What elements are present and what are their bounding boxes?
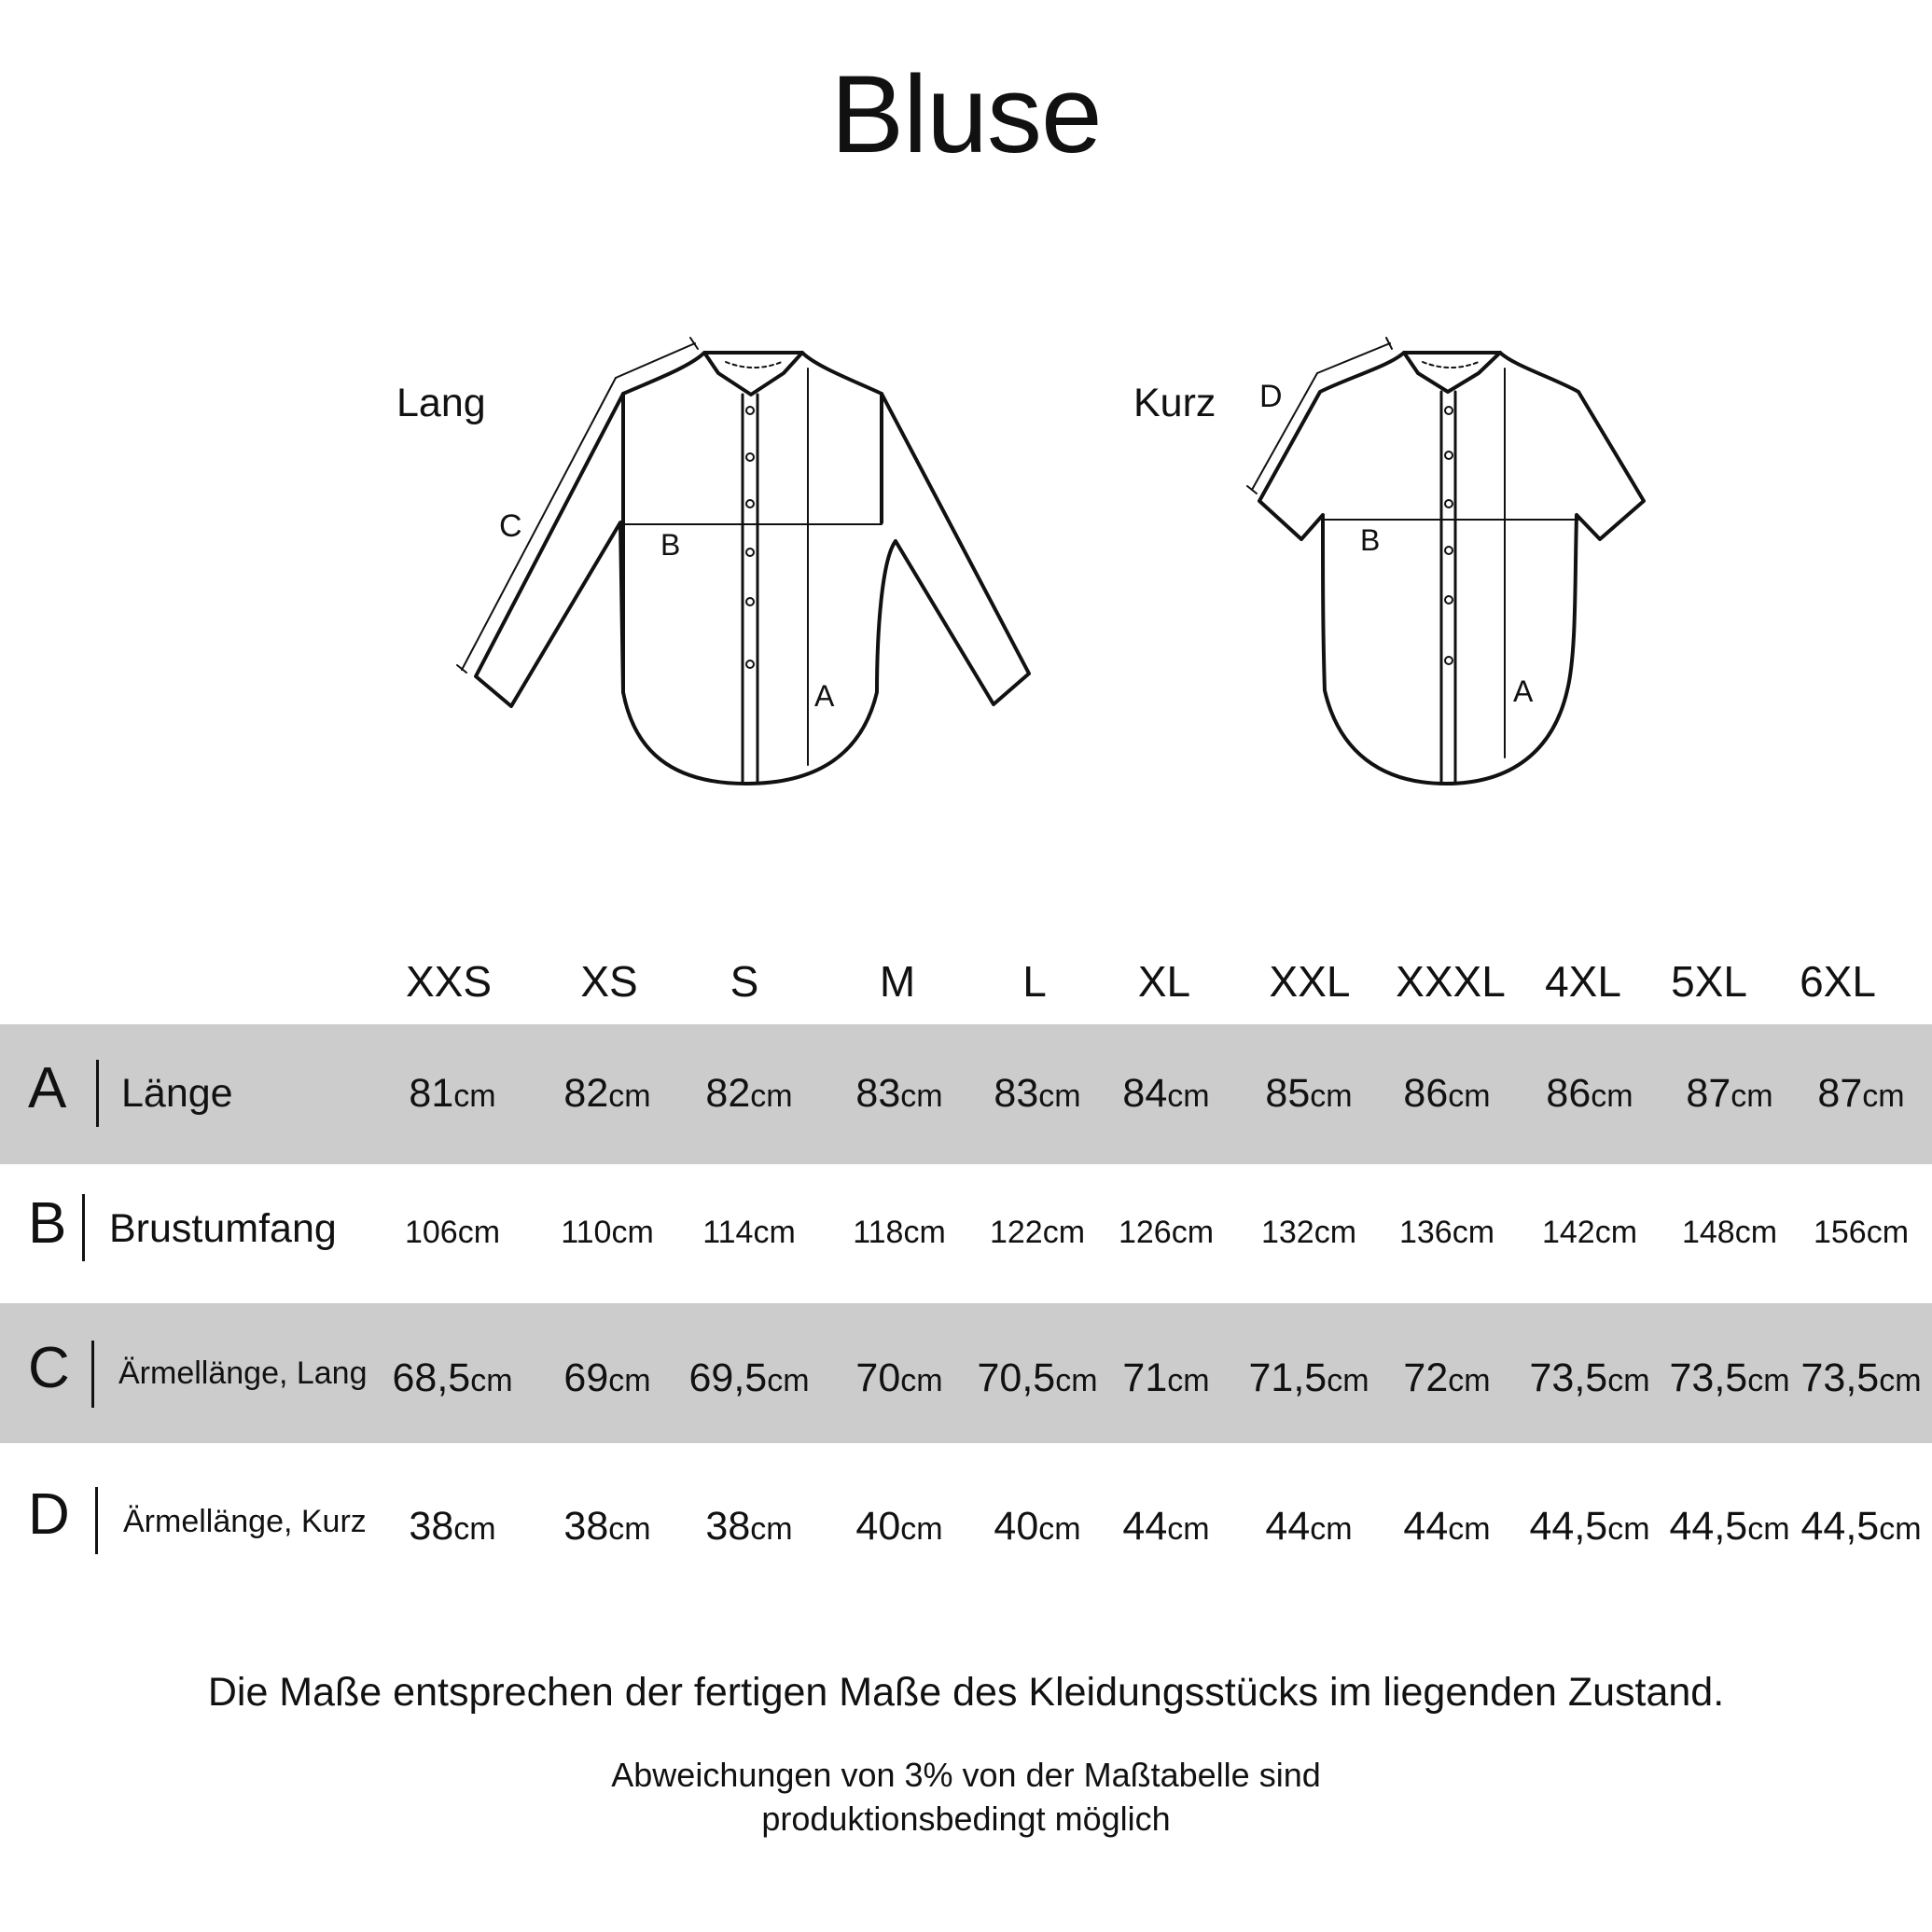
table-cell [1265, 1504, 1352, 1550]
cell-unit: cm [1879, 1511, 1922, 1547]
cell-unit: cm [1730, 1078, 1773, 1114]
row-divider [96, 1060, 99, 1127]
cell-unit: cm [1607, 1363, 1650, 1398]
cell-unit: cm [1734, 1215, 1778, 1250]
cell-unit: cm [1042, 1215, 1086, 1250]
table-cell [1399, 1215, 1494, 1251]
cell-value: 148 [1681, 1215, 1735, 1250]
table-cell [1817, 1071, 1904, 1117]
table-row-c [0, 1303, 1932, 1443]
marker-a-long: A [814, 679, 835, 713]
cell-value: 156 [1813, 1215, 1867, 1250]
cell-value: 44,5 [1529, 1504, 1608, 1549]
cell-unit: cm [1607, 1511, 1650, 1547]
cell-value: 44,5 [1800, 1504, 1880, 1549]
cell-unit: cm [453, 1511, 496, 1547]
cell-unit: cm [1448, 1078, 1491, 1114]
cell-value: 85 [1265, 1071, 1311, 1116]
cell-unit: cm [1313, 1215, 1357, 1250]
table-cell [563, 1071, 650, 1117]
cell-value: 73,5 [1800, 1355, 1880, 1400]
cell-value: 38 [563, 1504, 609, 1549]
row-divider [95, 1487, 98, 1554]
size-header: XXL [1269, 957, 1351, 1006]
table-cell [994, 1071, 1080, 1117]
cell-value: 118 [853, 1215, 904, 1250]
cell-value: 72 [1403, 1355, 1449, 1400]
cell-unit: cm [1038, 1078, 1081, 1114]
cell-value: 87 [1817, 1071, 1863, 1116]
cell-unit: cm [1167, 1363, 1210, 1398]
marker-a-short: A [1513, 674, 1534, 708]
cell-unit: cm [753, 1215, 796, 1250]
cell-unit: cm [1866, 1215, 1910, 1250]
cell-unit: cm [1167, 1078, 1210, 1114]
table-cell [705, 1504, 792, 1550]
table-cell [392, 1355, 512, 1401]
cell-unit: cm [900, 1511, 943, 1547]
short-label: Kurz [1133, 381, 1216, 425]
table-cell [855, 1071, 942, 1117]
cell-unit: cm [750, 1078, 793, 1114]
row-label: Ärmellänge, Lang [118, 1355, 368, 1391]
table-cell [1542, 1215, 1637, 1251]
cell-unit: cm [608, 1078, 651, 1114]
cell-value: 38 [409, 1504, 454, 1549]
cell-value: 81 [409, 1071, 454, 1116]
cell-unit: cm [1591, 1078, 1633, 1114]
table-cell [705, 1071, 792, 1117]
table-cell [1800, 1504, 1921, 1550]
cell-value: 70,5 [977, 1355, 1056, 1400]
table-cell [994, 1504, 1080, 1550]
table-cell [409, 1071, 495, 1117]
row-label: Brustumfang [109, 1206, 337, 1251]
table-cell [1403, 1071, 1490, 1117]
cell-unit: cm [1038, 1511, 1081, 1547]
table-cell [1122, 1355, 1209, 1401]
table-row-a [0, 1024, 1932, 1164]
table-cell [1669, 1355, 1789, 1401]
table-cell [1682, 1215, 1777, 1251]
table-cell [1814, 1215, 1909, 1251]
cell-value: 132 [1260, 1215, 1314, 1250]
cell-value: 69,5 [688, 1355, 768, 1400]
cell-value: 110 [561, 1215, 612, 1250]
table-cell [1546, 1071, 1633, 1117]
size-header: 6XL [1800, 957, 1876, 1006]
row-divider [91, 1341, 94, 1408]
cell-value: 106 [404, 1215, 458, 1250]
cell-unit: cm [1594, 1215, 1638, 1250]
table-cell [1686, 1071, 1772, 1117]
cell-value: 82 [705, 1071, 751, 1116]
row-divider [82, 1194, 85, 1261]
row-letter: D [28, 1482, 70, 1547]
cell-value: 126 [1118, 1215, 1172, 1250]
table-cell [853, 1215, 946, 1251]
size-header: XS [580, 957, 638, 1006]
size-header: 4XL [1545, 957, 1621, 1006]
cell-unit: cm [903, 1215, 946, 1250]
measurement-note: Die Maße entsprechen der fertigen Maße des Kleidungsstücks im liegenden Zustand. [207, 1670, 1725, 1715]
size-header: XXXL [1396, 957, 1506, 1006]
cell-value: 83 [855, 1071, 901, 1116]
tolerance-note-line2: produktionsbedingt möglich [761, 1800, 1171, 1838]
cell-unit: cm [1167, 1511, 1210, 1547]
table-cell [561, 1215, 654, 1251]
cell-unit: cm [1055, 1363, 1098, 1398]
table-cell [977, 1355, 1097, 1401]
size-header: 5XL [1671, 957, 1747, 1006]
cell-value: 71 [1122, 1355, 1168, 1400]
cell-value: 83 [994, 1071, 1039, 1116]
row-label: Ärmellänge, Kurz [123, 1504, 367, 1539]
table-cell [1800, 1355, 1921, 1401]
cell-value: 82 [563, 1071, 609, 1116]
table-cell [1122, 1504, 1209, 1550]
page-title: Bluse [830, 53, 1102, 176]
table-row-d [0, 1446, 1932, 1586]
table-cell [1265, 1071, 1352, 1117]
row-letter: C [28, 1336, 70, 1400]
cell-unit: cm [608, 1363, 651, 1398]
cell-value: 122 [989, 1215, 1043, 1250]
cell-unit: cm [1171, 1215, 1215, 1250]
tolerance-note-line1: Abweichungen von 3% von der Maßtabelle sind [611, 1756, 1321, 1794]
cell-unit: cm [1310, 1511, 1353, 1547]
table-cell [1529, 1355, 1649, 1401]
cell-value: 84 [1122, 1071, 1168, 1116]
cell-value: 68,5 [392, 1355, 471, 1400]
long-sleeve-blouse-drawing [457, 338, 1029, 784]
cell-value: 142 [1541, 1215, 1595, 1250]
cell-unit: cm [767, 1363, 810, 1398]
row-label: Länge [121, 1071, 233, 1116]
cell-unit: cm [750, 1511, 793, 1547]
table-cell [1261, 1215, 1356, 1251]
cell-unit: cm [900, 1078, 943, 1114]
cell-value: 38 [705, 1504, 751, 1549]
cell-unit: cm [900, 1363, 943, 1398]
table-cell [563, 1355, 650, 1401]
cell-unit: cm [1862, 1078, 1905, 1114]
cell-value: 40 [855, 1504, 901, 1549]
row-letter: A [28, 1056, 67, 1120]
cell-value: 73,5 [1529, 1355, 1608, 1400]
cell-unit: cm [1747, 1511, 1790, 1547]
cell-unit: cm [1879, 1363, 1922, 1398]
long-label: Lang [396, 381, 486, 425]
cell-value: 44,5 [1669, 1504, 1748, 1549]
cell-value: 70 [855, 1355, 901, 1400]
cell-value: 40 [994, 1504, 1039, 1549]
table-cell [405, 1215, 500, 1251]
cell-value: 136 [1398, 1215, 1452, 1250]
cell-unit: cm [1310, 1078, 1353, 1114]
table-cell [1669, 1504, 1789, 1550]
cell-unit: cm [1327, 1363, 1369, 1398]
cell-unit: cm [1747, 1363, 1790, 1398]
table-cell [688, 1355, 809, 1401]
cell-unit: cm [470, 1363, 513, 1398]
cell-unit: cm [457, 1215, 501, 1250]
cell-value: 86 [1403, 1071, 1449, 1116]
cell-value: 71,5 [1248, 1355, 1327, 1400]
cell-value: 114 [702, 1215, 754, 1250]
table-cell [1403, 1355, 1490, 1401]
marker-c: C [499, 508, 522, 544]
size-header-row [0, 956, 1932, 1022]
cell-value: 44 [1122, 1504, 1168, 1549]
table-cell [855, 1355, 942, 1401]
cell-unit: cm [608, 1511, 651, 1547]
cell-value: 69 [563, 1355, 609, 1400]
size-header: M [879, 957, 916, 1006]
table-cell [563, 1504, 650, 1550]
cell-unit: cm [453, 1078, 496, 1114]
cell-value: 73,5 [1669, 1355, 1748, 1400]
table-cell [702, 1215, 796, 1251]
row-letter: B [28, 1191, 67, 1256]
table-cell [990, 1215, 1085, 1251]
table-cell [1119, 1215, 1214, 1251]
blouse-illustration [0, 308, 1932, 812]
marker-b-short: B [1360, 523, 1381, 557]
size-header: L [1022, 957, 1047, 1006]
cell-unit: cm [611, 1215, 654, 1250]
table-cell [855, 1504, 942, 1550]
short-sleeve-blouse-drawing [1247, 338, 1644, 784]
table-cell [1403, 1504, 1490, 1550]
table-cell [409, 1504, 495, 1550]
cell-value: 86 [1546, 1071, 1591, 1116]
size-header: XXS [405, 957, 493, 1006]
table-cell [1122, 1071, 1209, 1117]
marker-d: D [1259, 379, 1283, 414]
cell-value: 87 [1686, 1071, 1731, 1116]
table-row-b [0, 1162, 1932, 1302]
cell-value: 44 [1265, 1504, 1311, 1549]
marker-b-long: B [660, 528, 681, 562]
cell-unit: cm [1452, 1215, 1495, 1250]
table-cell [1529, 1504, 1649, 1550]
cell-unit: cm [1448, 1363, 1491, 1398]
cell-value: 44 [1403, 1504, 1449, 1549]
table-cell [1248, 1355, 1369, 1401]
size-header: XL [1137, 957, 1191, 1006]
cell-unit: cm [1448, 1511, 1491, 1547]
size-header: S [730, 957, 759, 1006]
